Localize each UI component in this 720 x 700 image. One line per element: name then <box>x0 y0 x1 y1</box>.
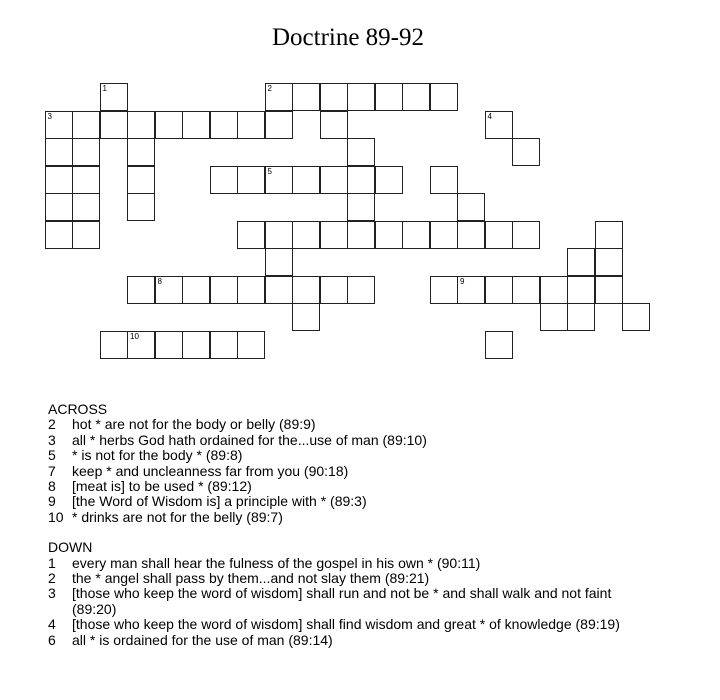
down-clue <box>48 617 658 632</box>
grid-cell[interactable] <box>292 303 320 331</box>
grid-cell[interactable] <box>155 111 183 139</box>
grid-cell[interactable] <box>72 111 100 139</box>
grid-cell[interactable] <box>567 248 595 276</box>
grid-cell[interactable] <box>45 221 73 249</box>
grid-cell[interactable] <box>292 221 320 249</box>
across-clue <box>48 448 658 463</box>
clue-text: [the Word of Wisdom is] a principle with * (89:3) <box>72 493 367 510</box>
grid-cell[interactable] <box>210 111 238 139</box>
cell-number: 3 <box>47 111 52 121</box>
grid-cell[interactable] <box>292 83 320 111</box>
across-clue <box>48 494 658 509</box>
across-clue <box>48 417 658 432</box>
grid-cell[interactable] <box>72 193 100 221</box>
clue-text: the * angel shall pass by them...and not slay them (89:21) <box>72 570 430 587</box>
grid-cell[interactable] <box>347 193 375 221</box>
grid-cell[interactable] <box>430 276 458 304</box>
grid-cell[interactable] <box>622 303 650 331</box>
clue-number: 8 <box>48 478 56 495</box>
page-title: Doctrine 89-92 <box>271 24 425 51</box>
grid-cell[interactable] <box>45 138 73 166</box>
grid-cell[interactable] <box>100 111 128 139</box>
clue-number: 5 <box>48 447 56 464</box>
cell-number: 5 <box>267 166 272 176</box>
grid-cell[interactable] <box>595 248 623 276</box>
grid-cell[interactable] <box>485 276 513 304</box>
clue-number: 6 <box>48 631 56 648</box>
across-clues <box>48 417 658 525</box>
cell-number: 2 <box>267 84 272 93</box>
grid-cell[interactable] <box>375 83 403 111</box>
grid-cell[interactable] <box>457 221 485 249</box>
grid-cell[interactable] <box>512 138 540 166</box>
grid-cell[interactable] <box>72 166 100 194</box>
grid-cell[interactable] <box>485 111 513 139</box>
grid-cell[interactable] <box>567 276 595 304</box>
down-clues <box>48 556 658 648</box>
clue-text: * is not for the body * (89:8) <box>72 447 243 464</box>
clue-number: 2 <box>48 416 56 433</box>
grid-cell[interactable] <box>210 166 238 194</box>
cell-number: 8 <box>157 276 162 286</box>
clue-text: [those who keep the word of wisdom] shall find wisdom and great * of knowledge (89:19) <box>72 616 620 633</box>
grid-cell[interactable] <box>182 331 210 359</box>
grid-cell[interactable] <box>457 276 485 304</box>
cell-number: 10 <box>130 331 139 341</box>
grid-cell[interactable] <box>265 221 293 249</box>
grid-cell[interactable] <box>457 193 485 221</box>
clue-text: all * herbs God hath ordained for the...use of man (89:10) <box>72 431 427 448</box>
across-clue <box>48 510 658 525</box>
grid-cell[interactable] <box>320 166 348 194</box>
grid-cell[interactable] <box>265 166 293 194</box>
grid-cell[interactable] <box>127 111 155 139</box>
grid-cell[interactable] <box>347 138 375 166</box>
clue-text: hot * are not for the body or belly (89:9) <box>72 416 316 433</box>
grid-cell[interactable] <box>237 221 265 249</box>
cell-number: 1 <box>102 84 107 93</box>
grid-cell[interactable] <box>292 276 320 304</box>
clue-text: all * is ordained for the use of man (89:14) <box>72 631 333 648</box>
clue-text: * drinks are not for the belly (89:7) <box>72 508 283 525</box>
grid-cell[interactable] <box>237 166 265 194</box>
grid-cell[interactable] <box>430 166 458 194</box>
grid-cell[interactable] <box>155 276 183 304</box>
grid-cell[interactable] <box>127 276 155 304</box>
down-heading: DOWN <box>48 539 93 556</box>
clue-text: keep * and uncleanness far from you (90:18) <box>72 462 349 479</box>
grid-cell[interactable] <box>210 276 238 304</box>
grid-cell[interactable] <box>512 221 540 249</box>
across-clue <box>48 464 658 479</box>
grid-cell[interactable] <box>595 221 623 249</box>
clue-number: 2 <box>48 570 56 587</box>
grid-cell[interactable] <box>595 276 623 304</box>
cell-number: 9 <box>460 276 465 286</box>
grid-cell[interactable] <box>402 221 430 249</box>
grid-cell[interactable] <box>540 303 568 331</box>
grid-cell[interactable] <box>155 331 183 359</box>
grid-cell[interactable] <box>292 166 320 194</box>
grid-cell[interactable] <box>430 83 458 111</box>
down-clue <box>48 633 658 648</box>
grid-cell[interactable] <box>512 276 540 304</box>
clue-text: every man shall hear the fulness of the gospel in his own * (90:11) <box>72 554 481 571</box>
cell-number: 4 <box>487 111 492 121</box>
clue-number: 7 <box>48 462 56 479</box>
grid-cell[interactable] <box>45 111 73 139</box>
grid-cell[interactable] <box>127 166 155 194</box>
grid-cell[interactable] <box>320 83 348 111</box>
clue-text: [meat is] to be used * (89:12) <box>72 478 252 495</box>
down-section <box>48 540 658 648</box>
across-clue <box>48 479 658 494</box>
grid-cell[interactable] <box>347 276 375 304</box>
clue-number: 3 <box>48 431 56 448</box>
across-section <box>48 402 658 525</box>
grid-cell[interactable] <box>100 83 128 111</box>
grid-cell[interactable] <box>375 166 403 194</box>
grid-cell[interactable] <box>265 276 293 304</box>
grid-cell[interactable] <box>485 331 513 359</box>
grid-cell[interactable] <box>320 221 348 249</box>
grid-cell[interactable] <box>485 221 513 249</box>
clue-number: 1 <box>48 554 56 571</box>
grid-cell[interactable] <box>237 331 265 359</box>
grid-cell[interactable] <box>127 193 155 221</box>
grid-cell[interactable] <box>265 111 293 139</box>
grid-cell[interactable] <box>567 303 595 331</box>
grid-cell[interactable] <box>347 221 375 249</box>
grid-cell[interactable] <box>347 83 375 111</box>
grid-cell[interactable] <box>430 221 458 249</box>
grid-cell[interactable] <box>347 166 375 194</box>
grid-cell[interactable] <box>45 193 73 221</box>
clue-number: 3 <box>48 585 56 602</box>
down-clue <box>48 586 658 617</box>
grid-cell[interactable] <box>182 276 210 304</box>
clue-text: [those who keep the word of wisdom] shall run and not be * and shall walk and not faint (89:20) <box>72 585 612 617</box>
grid-cell[interactable] <box>265 248 293 276</box>
grid-cell[interactable] <box>45 166 73 194</box>
grid-cell[interactable] <box>265 83 293 111</box>
grid-cell[interactable] <box>127 331 155 359</box>
grid-cell[interactable] <box>320 111 348 139</box>
grid-cell[interactable] <box>375 221 403 249</box>
grid-cell[interactable] <box>127 138 155 166</box>
clue-number: 9 <box>48 493 56 510</box>
down-clue <box>48 556 658 571</box>
grid-cell[interactable] <box>72 221 100 249</box>
clue-number: 10 <box>48 508 64 525</box>
grid-cell[interactable] <box>402 83 430 111</box>
grid-cell[interactable] <box>540 276 568 304</box>
grid-cell[interactable] <box>210 331 238 359</box>
clue-list <box>48 402 658 648</box>
grid-cell[interactable] <box>100 331 128 359</box>
grid-cell[interactable] <box>320 276 348 304</box>
across-clue <box>48 433 658 448</box>
down-clue <box>48 571 658 586</box>
clue-number: 4 <box>48 616 56 633</box>
grid-cell[interactable] <box>72 138 100 166</box>
grid-cell[interactable] <box>182 111 210 139</box>
grid-cell[interactable] <box>237 276 265 304</box>
grid-cell[interactable] <box>237 111 265 139</box>
across-heading: ACROSS <box>48 401 108 417</box>
